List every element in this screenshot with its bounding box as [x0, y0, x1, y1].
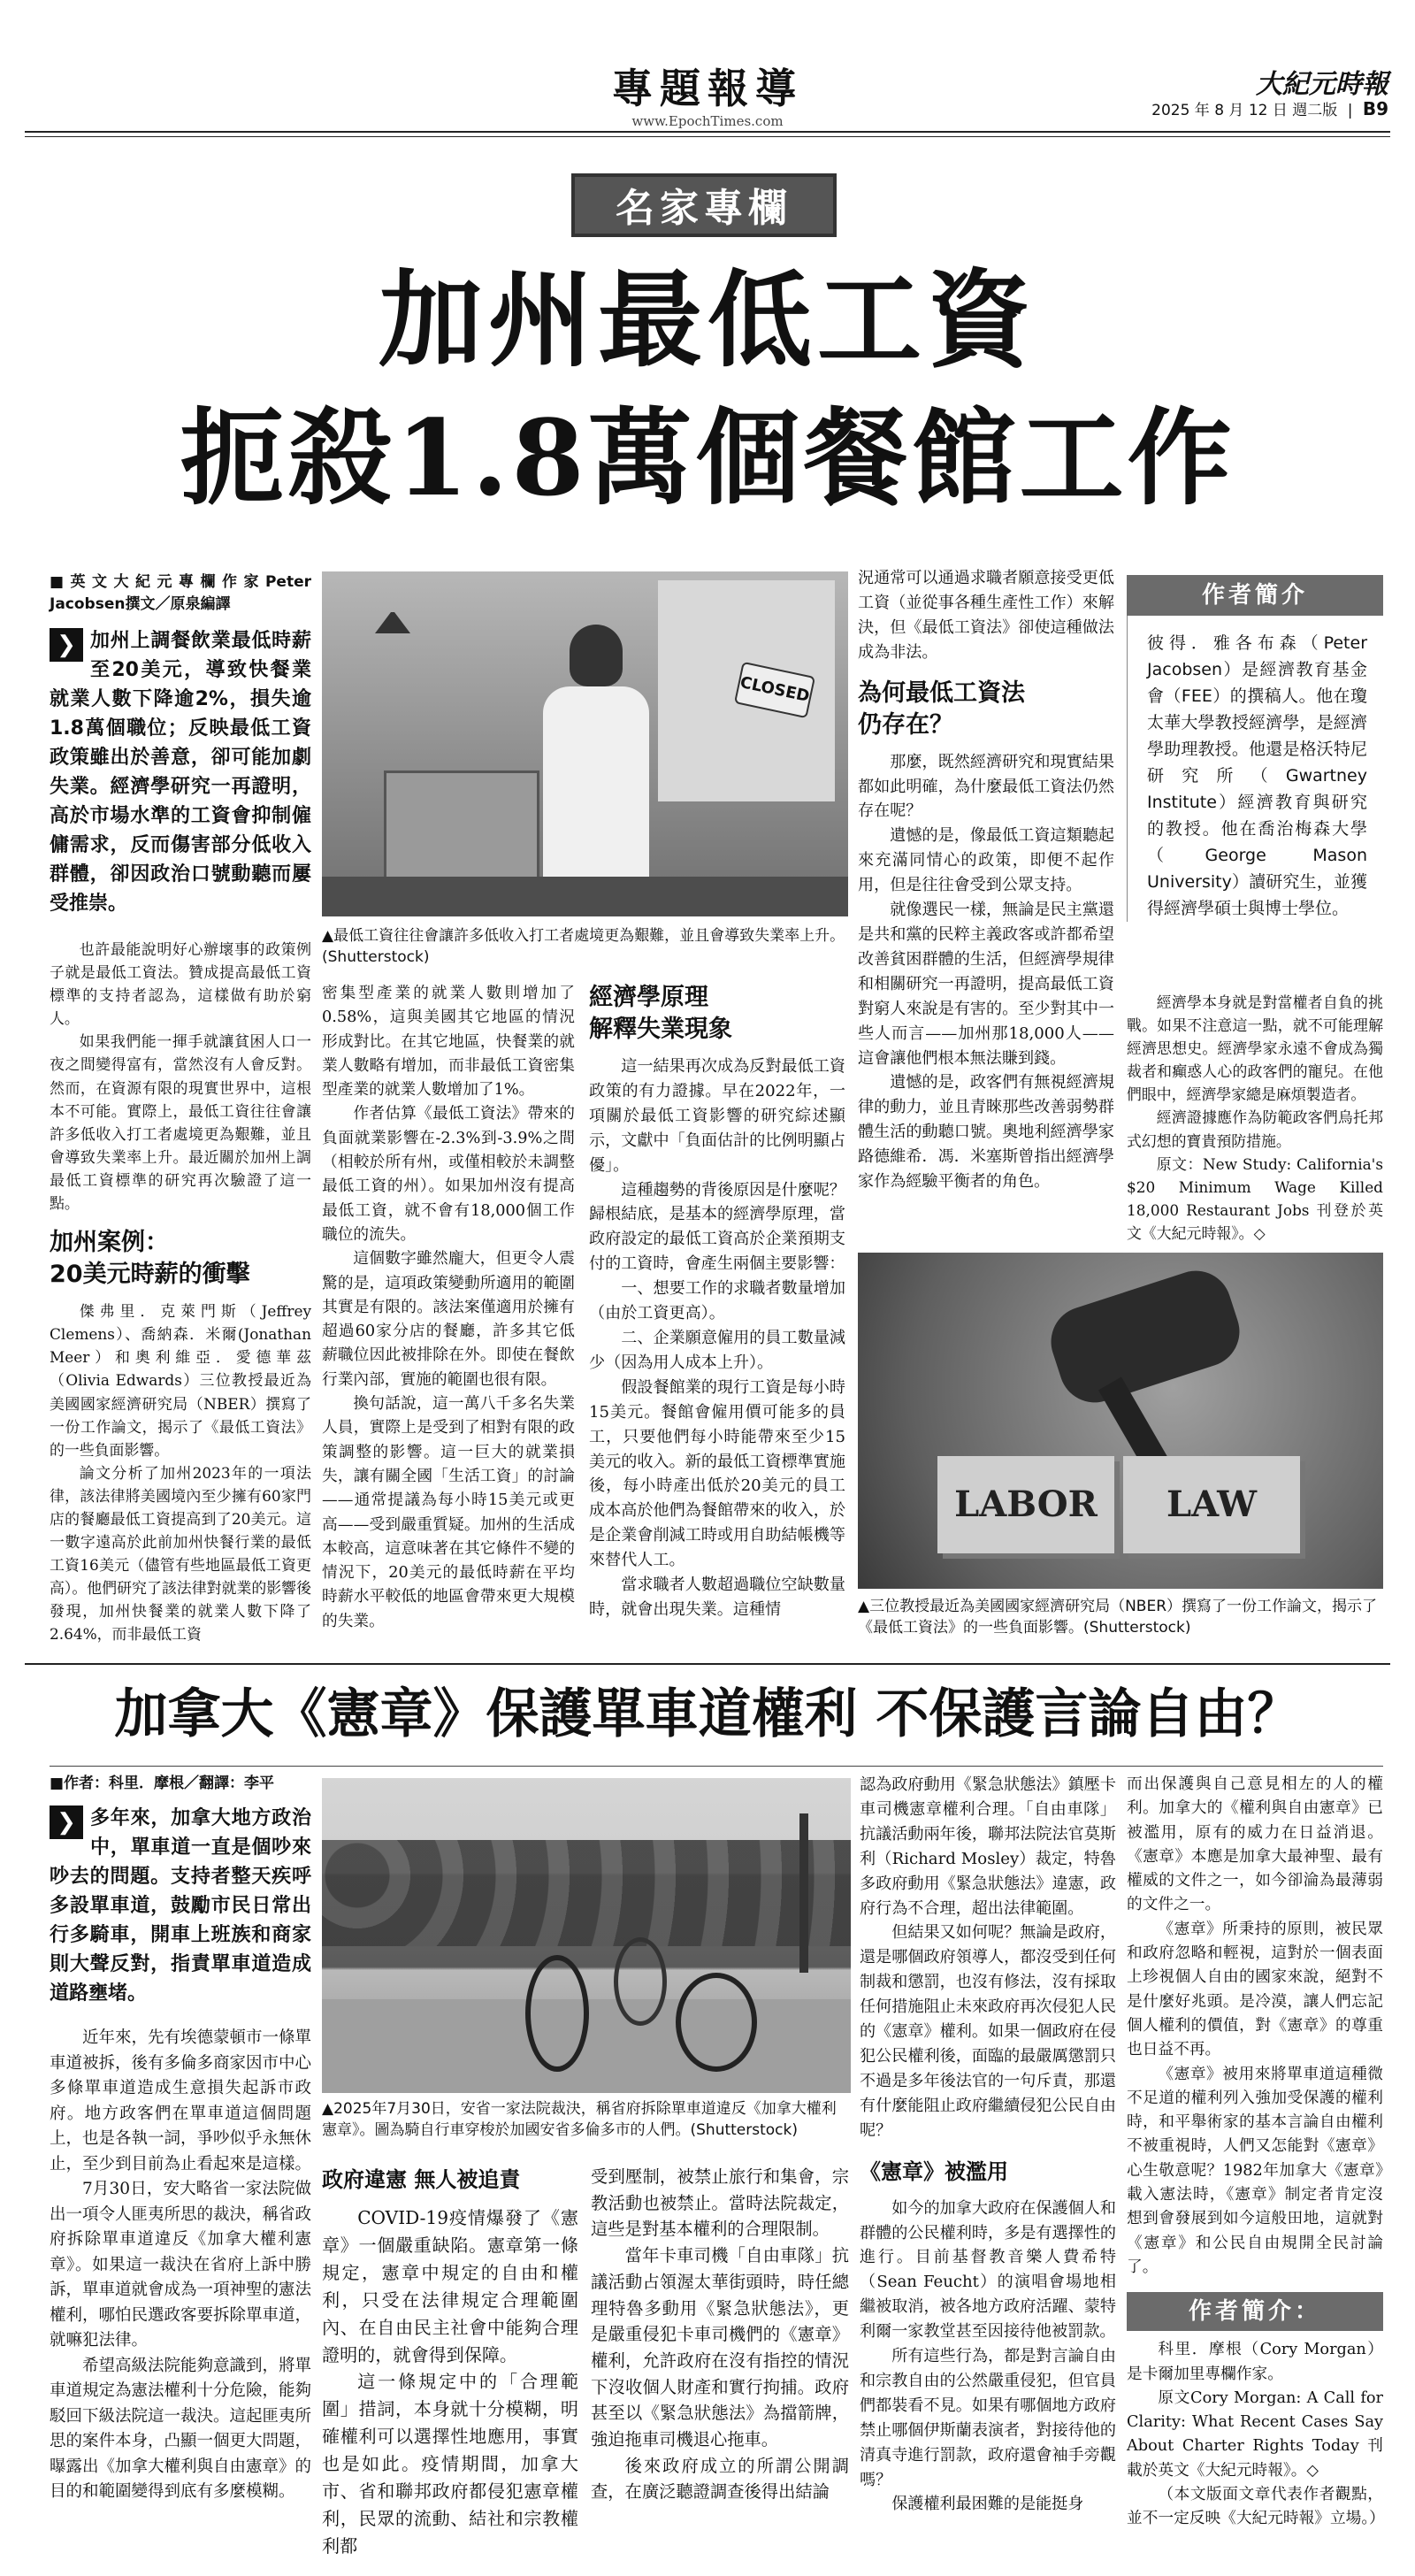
paragraph: 遺憾的是，像最低工資這類聽起來充滿同情心的政策，即便不起作用，但是往往會受到公眾支持。: [858, 826, 1114, 895]
photo-worried-woman: [322, 571, 848, 916]
photo1-caption: ▲最低工資往往會讓許多低收入打工者處境更為艱難，並且會導致失業率上升。(Shutterstock): [322, 927, 845, 966]
article2-column-3: [591, 2164, 849, 2505]
paragraph: 如果我們能一揮手就讓貧困人口一夜之間變得富有，當然沒有人會反對。然而，在資源有限的現實世界中，這根本不可能。實際上，最低工資往往會讓許多低收入打工者處境更為艱難，並且會導致失業率上升。最近關於加州上調最低工資標準的研究再次驗證了這一點。: [50, 1032, 311, 1213]
paragraph: 經濟證據應作為防範政客們烏托邦式幻想的寶貴預防措施。: [1127, 1108, 1383, 1150]
law-block: LAW: [1123, 1456, 1300, 1553]
article2-rule: [50, 1766, 1383, 1767]
column-label: 名家專欄: [571, 173, 837, 237]
cyclist-1: [525, 1955, 589, 2072]
paragraph: （本文版面文章代表作者觀點，並不一定反映《大紀元時報》立場。）: [1127, 2486, 1385, 2528]
website-url: www.EpochTimes.com: [631, 113, 784, 129]
paragraph: 近年來，先有埃德蒙頓市一條單車道被拆，後有多倫多商家因市中心多條單車道造成生意損失起訴市政府。地方政客們在單車道這個問題上，也是各執一詞，爭吵似乎永無休止，至少到目前為止看起來是這樣。: [50, 2028, 312, 2174]
paragraph: 而出保護與自己意見相左的人的權利。加拿大的《權利與自由憲章》已被濫用，原有的威力在日益消退。《憲章》本應是加拿大最神聖、最有權威的文件之一，如今卻淪為最薄弱的文件之一。: [1127, 1775, 1383, 1914]
paragraph: 論文分析了加州2023年的一項法律，該法律將美國境內至少擁有60家門店的餐廳最低工資提高到了20美元。這一數字遠高於此前加州快餐行業的最低工資16美元（儘管有些地區最低工資更高）。他們研究了該法律對就業的影響後發現，加州快餐業的就業人數下降了2.64%，而非最低工資: [50, 1463, 311, 1644]
paragraph: 所有這些行為，都是對言論自由和宗教自由的公然嚴重侵犯，但官員們都裝看不見。如果有哪個地方政府禁止哪個伊斯蘭表演者，對接待他的清真寺進行罰款，政府還會袖手旁觀嗎？: [860, 2347, 1116, 2489]
article2-column-5: [1127, 1773, 1383, 2532]
paragraph: 希望高級法院能夠意識到，將單車道規定為憲法權利十分危險，能夠駁回下級法院這一裁決。這起匪夷所思的案件本身，凸顯一個更大問題，曝露出《加拿大權利與自由憲章》的目的和範圍變得到底有多麼模糊。: [50, 2356, 312, 2501]
article2-headline: 加拿大《憲章》保護單車道權利 不保護言論自由？: [114, 1683, 1301, 1745]
closed-sign: CLOSED: [734, 662, 815, 718]
subheading: 加州案例： 20美元時薪的衝擊: [50, 1229, 250, 1289]
page-header: [0, 0, 1415, 159]
headline-line2: 扼殺1.8萬個餐館工作: [180, 396, 1235, 519]
date-text: 2025 年 8 月 12 日 週二版: [1151, 102, 1338, 119]
paragraph: 遺憾的是，政客們有無視經濟規律的動力，並且青睞那些改善弱勢群體生活的動聽口號。奧地利經濟學家路德維希．馮．米塞斯曾指出經濟學家作為經驗平衡者的角色。: [858, 1073, 1114, 1192]
author-box-text: 彼得．雅各布森（Peter Jacobsen）是經濟教育基金會（FEE）的撰稿人。他在瓊太華大學教授經濟學，是經濟學助理教授。他還是格沃特尼研究所（Gwartney Institute）經濟教育與研究的教授。他在喬治梅森大學（George Mason University）讀研究生，並獲得經濟學碩士與博士學位。: [1127, 616, 1383, 922]
subheading: 政府違憲 無人被追責: [322, 2167, 521, 2192]
paragraph: 就像選民一樣，無論是民主黨還是共和黨的民粹主義政客或許都希望改善貧困群體的生活，但經濟學規律和相關研究一再證明，提高最低工資對窮人來說是有害的。至少對其中一些人而言——加州那18,000人——這會讓他們根本無法賺到錢。: [858, 901, 1114, 1068]
paragraph: 受到壓制，被禁止旅行和集會，宗教活動也被禁止。當時法院裁定，這些是對基本權利的合理限制。: [591, 2166, 849, 2240]
subheading: 為何最低工資法 仍存在？: [858, 678, 1025, 739]
photo-labor-law-gavel: [858, 1253, 1383, 1589]
laptop: [384, 770, 539, 882]
article1-column-5: [1127, 991, 1383, 1245]
paragraph: 如今的加拿大政府在保護個人和群體的公民權利時，多是有選擇性的進行。目前基督教音樂人費希特（Sean Feucht）的演唱會場地相繼被取消，被各地方政府活躍、蒙特利爾一家教堂甚至因接待他被罰款。: [860, 2198, 1116, 2342]
paragraph: 這一條規定中的「合理範圍」措詞，本身就十分模糊，明確權利可以選擇性地應用，事實也是如此。疫情期間，加拿大市、省和聯邦政府都侵犯憲章權利，民眾的流動、結社和宗教權利都: [322, 2371, 578, 2557]
paragraph: 科里．摩根（Cory Morgan）是卡爾加里專欄作家。: [1127, 2341, 1383, 2383]
lead-box: [50, 1804, 311, 2008]
section-title: 專題報導: [612, 65, 803, 112]
lead-arrow-icon: ❯: [50, 628, 83, 662]
header-rule: [25, 131, 1390, 133]
article1-column-1: [50, 571, 311, 1646]
traffic-light: [799, 1813, 808, 1973]
byline: ■作者：科里．摩根／翻譯：李平: [50, 1775, 275, 1792]
lead-arrow-icon: ❯: [50, 1806, 83, 1839]
paragraph: 這一結果再次成為反對最低工資政策的有力證據。早在2022年，一項關於最低工資影響的研究綜述顯示，文獻中「負面估計的比例明顯占優」。: [589, 1057, 845, 1175]
header-rule-thin: [25, 136, 1390, 137]
paragraph: 當年卡車司機「自由車隊」抗議活動占領渥太華街頭時，時任總理特魯多動用《緊急狀態法》，更是嚴重侵犯卡車司機們的《憲章》權利，允許政府在沒有指控的情況下沒收個人財產和實行拘捕。政府甚至以《緊急狀態法》為擋箭牌，強迫拖車司機退心拖車。: [591, 2245, 849, 2450]
article1-column-3: [589, 982, 845, 1622]
lead-box: [50, 626, 311, 918]
article1-column-4: [858, 566, 1114, 1194]
byline: ■英文大紀元專欄作家Peter Jacobsen撰文／原泉編譯: [50, 573, 311, 613]
paragraph: 換句話說，這一萬八千多名失業人員，實際上是受到了相對有限的政策調整的影響。這一巨大的就業損失，讓有關全國「生活工資」的討論——通常提議為每小時15美元或更高——受到嚴重質疑。加州的生活成本較高，這意味著在其它條件不變的情況下，20美元的最低時薪在平均時薪水平較低的地區會帶來更大規模的失業。: [322, 1395, 575, 1630]
paragraph: 也許最能說明好心辦壞事的政策例子就是最低工資法。贊成提高最低工資標準的支持者認為，這樣做有助於窮人。: [50, 940, 311, 1028]
paragraph: 這種趨勢的背後原因是什麼呢？歸根結底，是基本的經濟學原理，當政府設定的最低工資高於企業預期支付的工資時，會產生兩個主要影響：: [589, 1180, 845, 1274]
paragraph: 假設餐館業的現行工資是每小時15美元。餐館會僱用價可能多的員工，只要他們每小時能帶來至少15美元的收入。新的最低工資標準實施後，每小時產出低於20美元的員工成本高於他們為餐館帶來的收入，於是企業會削減工時或用自助結帳機等來替代人工。: [589, 1377, 845, 1570]
paragraph: 那麼，既然經濟研究和現實結果都如此明確，為什麼最低工資法仍然存在呢？: [858, 752, 1114, 821]
issue-date: 2025 年 8 月 12 日 週二版 | B9: [1151, 98, 1388, 119]
article1-column-2: [322, 982, 575, 1634]
subheading: 《憲章》被濫用: [860, 2158, 1008, 2184]
photo3-caption: ▲2025年7月30日，安省一家法院裁決，稱省府拆除單車道違反《加拿大權利憲章》。圖為騎自行車穿梭於加國安省多倫多市的人們。(Shutterstock): [322, 2100, 837, 2139]
lead-paragraph: 多年來，加拿大地方政治中，單車道一直是個吵來吵去的問題。支持者整天疾呼多設單車道，鼓勵市民日常出行多騎車，開車上班族和商家則大聲反對，指責單車道造成道路壅堵。: [50, 1807, 311, 2005]
table: [322, 877, 848, 916]
paragraph: 一、想要工作的求職者數量增加（由於工資更高）。: [589, 1279, 845, 1323]
page-number: B9: [1362, 98, 1388, 119]
paragraph: 密集型產業的就業人數則增加了0.58%，這與美國其它地區的情況形成對比。在其它地區，快餐業的就業人數略有增加，而非最低工資密集型產業的就業人數增加了1%。: [322, 985, 575, 1100]
paragraph: 但結果又如何呢？無論是政府，還是哪個政府領導人，都沒受到任何制裁和懲罰，也沒有修法，沒有採取任何措施阻止未來政府再次侵犯人民的《憲章》權利。如果一個政府在侵犯公民權利後，面臨的最嚴厲懲罰只不過是多年後法官的一句斥責，那還有什麼能阻止政府繼續侵犯公民自由呢？: [860, 1923, 1116, 2140]
article2-column-4: [860, 1773, 1116, 2517]
paragraph: 作者估算《最低工資法》帶來的負面就業影響在-2.3%到-3.9%之間（相較於所有州，或僅相較於未調整最低工資的州）。如果加州沒有提高最低工資，就不會有18,000個工作職位的流失。: [322, 1105, 575, 1244]
paragraph: 當求職者人數超過職位空缺數量時，就會出現失業。這種情: [589, 1576, 845, 1619]
cyclist-3: [614, 1937, 667, 2026]
paragraph: 保護權利最困難的是能挺身: [891, 2495, 1084, 2514]
article2-column-1: [50, 1773, 311, 2505]
paper-name: 大紀元時報: [1256, 69, 1388, 100]
paragraph: 7月30日，安大略省一家法院做出一項令人匪夷所思的裁決，稱省政府拆除單車道違反《加拿大權利憲章》。如果這一裁決在省府上訴中勝訴，單車道就會成為一項神聖的憲法權利，哪怕民選政客要拆除單車道，就嘛犯法律。: [50, 2180, 312, 2350]
paragraph: 原文：New Study: California's $20 Minimum Wage Killed 18,000 Restaurant Jobs 刊登於英文《大紀元時報》。◇: [1127, 1154, 1383, 1242]
photo2-caption: ▲三位教授最近為美國國家經濟研究局（NBER）撰寫了一份工作論文，揭示了《最低工資法》的一些負面影響。(Shutterstock): [858, 1598, 1378, 1637]
paragraph: COVID-19疫情爆發了《憲章》一個嚴重缺陷。憲章第一條規定，憲章中規定的自由和權利，只受在法律規定合理範圍內、在自由民主社會中能夠合理證明的，就會得到保障。: [322, 2207, 578, 2365]
paragraph: 《憲章》所秉持的原則，被民眾和政府忽略和輕視，這對於一個表面上珍視個人自由的國家來說，絕對不是什麼好兆頭。是冷漠，讓人們忘記個人權利的價值，對《憲章》的尊重也日益不再。: [1127, 1920, 1383, 2059]
photo-cyclists: [322, 1778, 851, 2093]
subheading: 經濟學原理 解釋失業現象: [589, 984, 732, 1043]
woman-figure: [534, 616, 658, 881]
lead-paragraph: 加州上調餐飲業最低時薪至20美元，導致快餐業就業人數下降逾2%，損失逾1.8萬個職位；反映最低工資政策雖出於善意，卻可能加劇失業。經濟學研究一再證明，高於市場水準的工資會抑制僱傭需求，反而傷害部分低收入群體，卻因政治口號動聽而屢受推崇。: [50, 630, 311, 915]
labor-block: LABOR: [937, 1456, 1114, 1553]
paragraph: 經濟學本身就是對當權者自負的挑戰。如果不注意這一點，就不可能理解經濟思想史。經濟學家永遠不會成為獨裁者和癲惑人心的政客們的寵兒。在他們眼中，經濟學家總是麻煩製造者。: [1127, 993, 1383, 1104]
article2-column-2: [322, 2164, 578, 2560]
paragraph: 這個數字雖然龐大，但更令人震驚的是，這項政策變動所適用的範圍其實是有限的。該法案僅適用於擁有超過60家分店的餐廳，許多其它低薪職位因此被排除在外。即使在餐飲行業內部，實施的範圍也很有限。: [322, 1250, 575, 1389]
paragraph: 《憲章》被用來將單車道這種微不足道的權利列入強加受保護的權利時，和平舉術家的基本言論自由權利不被重視時，人們又怎能對《憲章》心生敬意呢？1982年加拿大《憲章》載入憲法時，《憲章》制定者肯定沒想到會發展到如今這般田地，這就對《憲章》和公民自由規開全民討論了。: [1127, 2065, 1383, 2276]
author-box-title: 作者簡介: [1127, 575, 1383, 616]
author-box: [1127, 575, 1383, 922]
author-box-title: 作者簡介：: [1127, 2292, 1383, 2331]
pendant-lamp: [375, 571, 410, 633]
paragraph: 原文Cory Morgan: A Call for Clarity: What Recent Cases Say About Charter Rights Today 刊載於英文《大紀元時報》。◇: [1127, 2388, 1383, 2480]
paragraph: 況通常可以通過求職者願意接受更低工資（並從事各種生產性工作）來解決，但《最低工資法》卻使這種做法成為非法。: [858, 569, 1114, 662]
paragraph: 二、企業願意僱用的員工數量減少（因為用人成本上升）。: [589, 1328, 845, 1372]
paragraph: 傑弗里．克萊門斯（Jeffrey Clemens）、喬納森．米爾(Jonathan Meer）和奧利維亞．愛德華茲（Olivia Edwards）三位教授最近為美國國家經濟研究局（NBER）撰寫了一份工作論文，揭示了《最低工資法》的一些負面影響。: [50, 1302, 311, 1459]
cyclist-2: [676, 1973, 757, 2072]
article-divider: [25, 1663, 1390, 1665]
paragraph: 後來政府成立的所謂公開調查，在廣泛聽證調查後得出結論: [591, 2455, 849, 2503]
gavel-head: [1042, 1261, 1249, 1412]
headline-line1: 加州最低工資: [378, 258, 1036, 381]
paragraph: 認為政府動用《緊急狀態法》鎮壓卡車司機憲章權利合理。「自由車隊」抗議活動兩年後，聯邦法院法官莫斯利（Richard Mosley）裁定，特魯多政府動用《緊急狀態法》違憲，政府行為不合理，超出法律範圍。: [860, 1775, 1116, 1918]
tree-row: [322, 1840, 851, 1946]
